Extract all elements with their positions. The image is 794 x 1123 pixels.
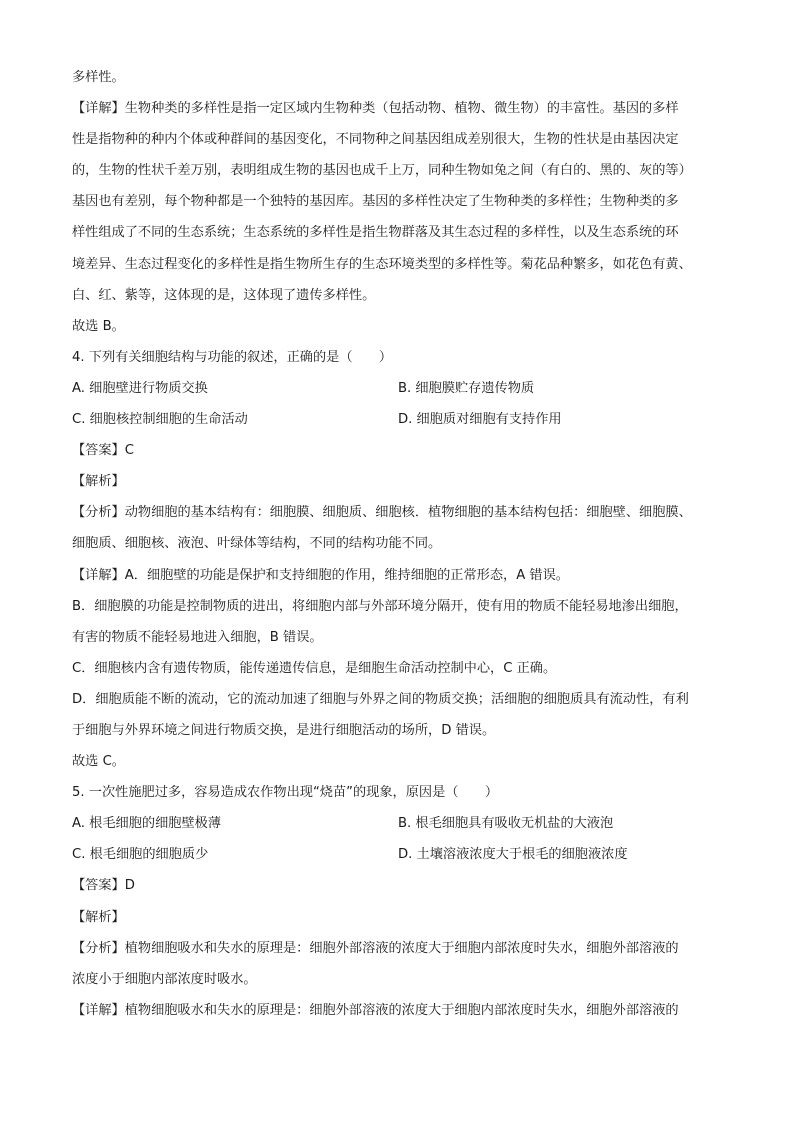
option-d: D. 土壤溶液浓度大于根毛的细胞液浓度 bbox=[398, 847, 628, 863]
text-line: 样性组成了不同的生态系统；生态系统的多样性是指生物群落及其生态过程的多样性，以及生态系统的环 bbox=[72, 225, 679, 241]
text-line: 浓度小于细胞内部浓度时吸水。 bbox=[72, 971, 257, 987]
document-body bbox=[72, 62, 722, 1026]
option-d: D. 细胞质对细胞有支持作用 bbox=[398, 412, 562, 428]
question-4-options-row-1 bbox=[72, 373, 722, 404]
option-b: B. 细胞膜贮存遗传物质 bbox=[398, 380, 535, 396]
analysis-heading: 【解析】 bbox=[72, 474, 125, 490]
text-line: 故选 C。 bbox=[72, 754, 125, 770]
text-line: 【详解】生物种类的多样性是指一定区域内生物种类（包括动物、植物、微生物）的丰富性。基因的多样 bbox=[72, 101, 679, 117]
text-line: 性是指物种的种内个体或种群间的基因变化，不同物种之间基因组成差别很大，生物的性状是由基因决定 bbox=[72, 132, 679, 148]
text-line: B．细胞膜的功能是控制物质的进出，将细胞内部与外部环境分隔开，使有用的物质不能轻易地渗出细胞， bbox=[72, 598, 688, 614]
option-c: C. 细胞核控制细胞的生命活动 bbox=[72, 412, 248, 428]
text-line: D．细胞质能不断的流动，它的流动加速了细胞与外界之间的物质交换；活细胞的细胞质具有流动性，有利 bbox=[72, 691, 689, 707]
option-c: C. 根毛细胞的细胞质少 bbox=[72, 847, 209, 863]
text-line: 白、红、紫等，这体现的是，这体现了遗传多样性。 bbox=[72, 287, 376, 303]
text-line: 【分析】动物细胞的基本结构有：细胞膜、细胞质、细胞核．植物细胞的基本结构包括：细胞壁、细胞膜、 bbox=[72, 505, 692, 521]
text-line: 境差异、生态过程变化的多样性是指生物所生存的生态环境类型的多样性等。菊花品种繁多，如花色有黄、 bbox=[72, 256, 692, 272]
text-line: 有害的物质不能轻易地进入细胞，B 错误。 bbox=[72, 629, 323, 645]
question-5-options-row-2 bbox=[72, 839, 722, 870]
text-line: 于细胞与外界环境之间进行物质交换，是进行细胞活动的场所，D 错误。 bbox=[72, 722, 496, 738]
option-b: B. 根毛细胞具有吸收无机盐的大液泡 bbox=[398, 816, 614, 832]
question-4-options-row-2 bbox=[72, 404, 722, 435]
text-line: C．细胞核内含有遗传物质，能传递遗传信息，是细胞生命活动控制中心，C 正确。 bbox=[72, 660, 557, 676]
text-line: 【详解】植物细胞吸水和失水的原理是：细胞外部溶液的浓度大于细胞内部浓度时失水，细胞外部溶液的 bbox=[72, 1002, 679, 1018]
answer-line: 【答案】C bbox=[72, 443, 134, 459]
question-5-stem: 5. 一次性施肥过多，容易造成农作物出现“烧苗”的现象，原因是（ ） bbox=[72, 785, 499, 801]
question-4-stem: 4. 下列有关细胞结构与功能的叙述，正确的是（ ） bbox=[72, 349, 393, 365]
analysis-heading: 【解析】 bbox=[72, 909, 125, 925]
text-line: 故选 B。 bbox=[72, 318, 125, 334]
text-line: 【详解】A．细胞壁的功能是保护和支持细胞的作用，维持细胞的正常形态，A 错误。 bbox=[72, 567, 569, 583]
option-a: A. 根毛细胞的细胞壁极薄 bbox=[72, 816, 222, 832]
question-5-options-row-1 bbox=[72, 808, 722, 839]
answer-line: 【答案】D bbox=[72, 878, 135, 894]
text-line: 基因也有差别，每个物种都是一个独特的基因库。基因的多样性决定了生物种类的多样性；生物种类的多 bbox=[72, 194, 679, 210]
text-line: 多样性。 bbox=[72, 70, 125, 85]
text-line: 细胞质、细胞核、液泡、叶绿体等结构，不同的结构功能不同。 bbox=[72, 536, 442, 552]
text-line: 【分析】植物细胞吸水和失水的原理是：细胞外部溶液的浓度大于细胞内部浓度时失水，细胞外部溶液的 bbox=[72, 940, 679, 956]
text-line: 的，生物的性状千差万别，表明组成生物的基因也成千上万，同种生物如兔之间（有白的、黑的、灰的等） bbox=[72, 163, 692, 179]
option-a: A. 细胞壁进行物质交换 bbox=[72, 380, 208, 396]
